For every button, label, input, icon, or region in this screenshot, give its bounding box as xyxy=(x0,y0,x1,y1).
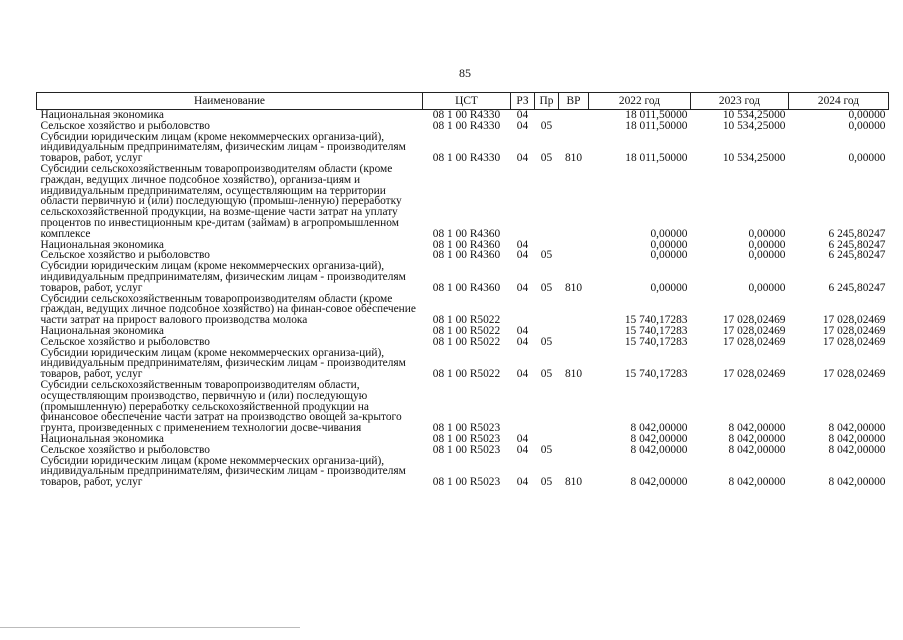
cell-pr xyxy=(535,380,559,434)
cell-vr xyxy=(559,380,589,434)
cell-rz: 04 xyxy=(516,152,529,165)
cell-2024: 6 245,80247 xyxy=(828,249,886,262)
cell-vr: 810 xyxy=(564,476,583,489)
cell-2022: 18 011,50000 xyxy=(625,152,688,165)
cell-cst: 08 1 00 R5023 xyxy=(432,432,501,445)
cell-2022: 0,00000 xyxy=(650,249,688,262)
cell-pr: 05 xyxy=(540,368,553,381)
cell-2023: 8 042,00000 xyxy=(728,476,786,489)
cell-2024: 8 042,00000 xyxy=(828,432,886,445)
cell-vr xyxy=(559,121,589,132)
cell-rz: 04 xyxy=(516,249,529,262)
cell-2023: 0,00000 xyxy=(748,238,786,251)
cell-cst: 08 1 00 R5022 xyxy=(432,314,501,327)
cell-name: Сельское хозяйство и рыболовство xyxy=(40,443,210,456)
cell-name: Субсидии юридическим лицам (кроме некоммерческих организа-ций), индивидуальным предпринимателям, физическим лицам - производителям товаров, работ, услуг xyxy=(40,346,406,381)
header-vr: ВР xyxy=(559,93,589,110)
cell-2023: 8 042,00000 xyxy=(728,422,786,435)
cell-rz: 04 xyxy=(516,443,529,456)
cell-name: Субсидии сельскохозяйственным товаропроизводителям области (кроме граждан, ведущих личное подсобное хозяйство), организа-циям и индивидуальным предпринимателям, осуществляющим на территории области первичную и (или) последующую (промыш-ленную) переработку сельскохозяйственной продукции, на возме-щение части затрат на уплату процентов по инвестиционным кре-дитам (займам) в агропромышленном комплексе xyxy=(40,162,402,240)
cell-vr xyxy=(559,337,589,348)
table-row xyxy=(37,121,889,132)
cell-vr xyxy=(559,240,589,251)
cell-cst: 08 1 00 R5022 xyxy=(432,368,501,381)
cell-name: Сельское хозяйство и рыболовство xyxy=(40,335,210,348)
cell-2022: 15 740,17283 xyxy=(624,335,688,348)
cell-2023: 10 534,25000 xyxy=(722,109,786,121)
cell-cst: 08 1 00 R5023 xyxy=(432,422,501,435)
header-name: Наименование xyxy=(37,93,423,110)
cell-pr: 05 xyxy=(540,119,553,132)
cell-pr: 05 xyxy=(540,152,553,165)
cell-2022: 0,00000 xyxy=(650,281,688,294)
cell-2023: 17 028,02469 xyxy=(722,314,786,327)
table-header-row xyxy=(37,93,889,110)
bottom-rule xyxy=(0,627,300,628)
cell-cst: 08 1 00 R5023 xyxy=(432,476,501,489)
cell-2024: 6 245,80247 xyxy=(828,281,886,294)
cell-2023: 17 028,02469 xyxy=(722,324,786,337)
cell-pr: 05 xyxy=(540,281,553,294)
cell-pr xyxy=(535,164,559,240)
cell-vr xyxy=(559,250,589,261)
cell-vr xyxy=(559,294,589,326)
table-row xyxy=(37,164,889,240)
cell-vr: 810 xyxy=(564,152,583,165)
header-2024: 2024 год xyxy=(789,93,889,110)
cell-2024: 17 028,02469 xyxy=(822,335,886,348)
table-row xyxy=(37,380,889,434)
table-row xyxy=(37,456,889,488)
table-row xyxy=(37,348,889,380)
cell-2022: 15 740,17283 xyxy=(624,314,688,327)
header-2023: 2023 год xyxy=(691,93,789,110)
table-body xyxy=(37,110,889,488)
cell-name: Сельское хозяйство и рыболовство xyxy=(40,119,210,132)
header-2022: 2022 год xyxy=(589,93,691,110)
cell-cst: 08 1 00 R4360 xyxy=(432,238,501,251)
cell-rz: 04 xyxy=(516,368,529,381)
cell-pr: 05 xyxy=(540,443,553,456)
table-row xyxy=(37,294,889,326)
cell-2024: 17 028,02469 xyxy=(822,368,886,381)
cell-pr: 05 xyxy=(540,249,553,262)
header-cst: ЦСТ xyxy=(423,93,511,110)
cell-vr xyxy=(559,326,589,337)
header-rz: РЗ xyxy=(511,93,535,110)
cell-cst: 08 1 00 R4330 xyxy=(432,152,501,165)
cell-rz: 04 xyxy=(516,432,529,445)
cell-cst: 08 1 00 R4330 xyxy=(432,109,501,121)
cell-rz: 04 xyxy=(516,281,529,294)
cell-rz xyxy=(511,380,535,434)
table-row xyxy=(37,132,889,164)
cell-name: Субсидии сельскохозяйственным товаропроизводителям области (кроме граждан, ведущих личное подсобное хозяйство) на финан-совое обеспечение части затрат на прирост валового производства молока xyxy=(40,292,416,327)
cell-vr: 810 xyxy=(564,368,583,381)
cell-2022: 0,00000 xyxy=(650,238,688,251)
cell-name: Национальная экономика xyxy=(40,238,164,251)
cell-2022: 8 042,00000 xyxy=(630,443,688,456)
cell-vr xyxy=(559,434,589,445)
cell-2022: 18 011,50000 xyxy=(625,119,688,132)
cell-name: Сельское хозяйство и рыболовство xyxy=(40,249,210,262)
cell-pr xyxy=(535,294,559,326)
cell-vr xyxy=(559,110,589,121)
cell-2022: 18 011,50000 xyxy=(625,109,688,121)
cell-2023: 17 028,02469 xyxy=(722,368,786,381)
cell-cst: 08 1 00 R4360 xyxy=(432,249,501,262)
cell-2023: 8 042,00000 xyxy=(728,432,786,445)
table-row xyxy=(37,337,889,348)
cell-name: Субсидии сельскохозяйственным товаропроизводителям области, осуществляющим производство, первичную и (или) последующую (промышленную) переработку сельскохозяйственной продукции на финансовое обеспечение части затрат на производство овощей за-крытого грунта, произведенных с применением технологии досве-чивания xyxy=(40,378,402,435)
cell-cst: 08 1 00 R5022 xyxy=(432,324,501,337)
cell-2024: 17 028,02469 xyxy=(822,324,886,337)
cell-name: Национальная экономика xyxy=(40,432,164,445)
cell-cst: 08 1 00 R5023 xyxy=(432,443,501,456)
cell-2024: 0,00000 xyxy=(848,152,886,165)
cell-rz: 04 xyxy=(516,324,529,337)
header-pr: Пр xyxy=(535,93,559,110)
cell-rz: 04 xyxy=(516,335,529,348)
cell-2024: 0,00000 xyxy=(848,109,886,121)
cell-rz xyxy=(511,294,535,326)
cell-cst: 08 1 00 R4330 xyxy=(432,119,501,132)
cell-2024: 0,00000 xyxy=(848,119,886,132)
cell-2024: 6 245,80247 xyxy=(828,238,886,251)
table-row xyxy=(37,261,889,293)
cell-name: Национальная экономика xyxy=(40,109,164,121)
cell-rz xyxy=(511,164,535,240)
cell-2022: 8 042,00000 xyxy=(630,422,688,435)
cell-2024: 6 245,80247 xyxy=(828,227,886,240)
cell-2024: 8 042,00000 xyxy=(828,422,886,435)
cell-cst: 08 1 00 R4360 xyxy=(432,227,501,240)
cell-2022: 15 740,17283 xyxy=(624,368,688,381)
cell-2022: 8 042,00000 xyxy=(630,432,688,445)
cell-name: Субсидии юридическим лицам (кроме некоммерческих организа-ций), индивидуальным предпринимателям, физическим лицам - производителям товаров, работ, услуг xyxy=(40,260,406,294)
cell-2023: 0,00000 xyxy=(748,281,786,294)
cell-rz: 04 xyxy=(516,238,529,251)
cell-vr xyxy=(559,164,589,240)
budget-table xyxy=(36,92,889,488)
cell-2022: 0,00000 xyxy=(650,227,688,240)
cell-2022: 15 740,17283 xyxy=(624,324,688,337)
cell-cst: 08 1 00 R5022 xyxy=(432,335,501,348)
cell-2023: 0,00000 xyxy=(748,227,786,240)
cell-2024: 8 042,00000 xyxy=(828,476,886,489)
page-number: 85 xyxy=(459,66,471,80)
cell-vr xyxy=(559,445,589,456)
cell-name: Субсидии юридическим лицам (кроме некоммерческих организа-ций), индивидуальным предпринимателям, физическим лицам - производителям товаров, работ, услуг xyxy=(40,130,406,165)
cell-name: Национальная экономика xyxy=(40,324,164,337)
cell-2023: 17 028,02469 xyxy=(722,335,786,348)
cell-2023: 0,00000 xyxy=(748,249,786,262)
cell-2023: 10 534,25000 xyxy=(722,152,786,165)
cell-2022: 8 042,00000 xyxy=(630,476,688,489)
cell-2023: 10 534,25000 xyxy=(722,119,786,132)
cell-cst: 08 1 00 R4360 xyxy=(432,281,501,294)
cell-2024: 17 028,02469 xyxy=(822,314,886,327)
cell-rz: 04 xyxy=(516,109,529,121)
cell-pr: 05 xyxy=(540,335,553,348)
cell-vr: 810 xyxy=(564,281,583,294)
cell-name: Субсидии юридическим лицам (кроме некоммерческих организа-ций), индивидуальным предпринимателям, физическим лицам - производителям товаров, работ, услуг xyxy=(40,454,406,489)
cell-rz: 04 xyxy=(516,476,529,489)
table-row xyxy=(37,445,889,456)
cell-2023: 8 042,00000 xyxy=(728,443,786,456)
cell-2024: 8 042,00000 xyxy=(828,443,886,456)
cell-pr: 05 xyxy=(540,476,553,489)
cell-rz: 04 xyxy=(516,119,529,132)
